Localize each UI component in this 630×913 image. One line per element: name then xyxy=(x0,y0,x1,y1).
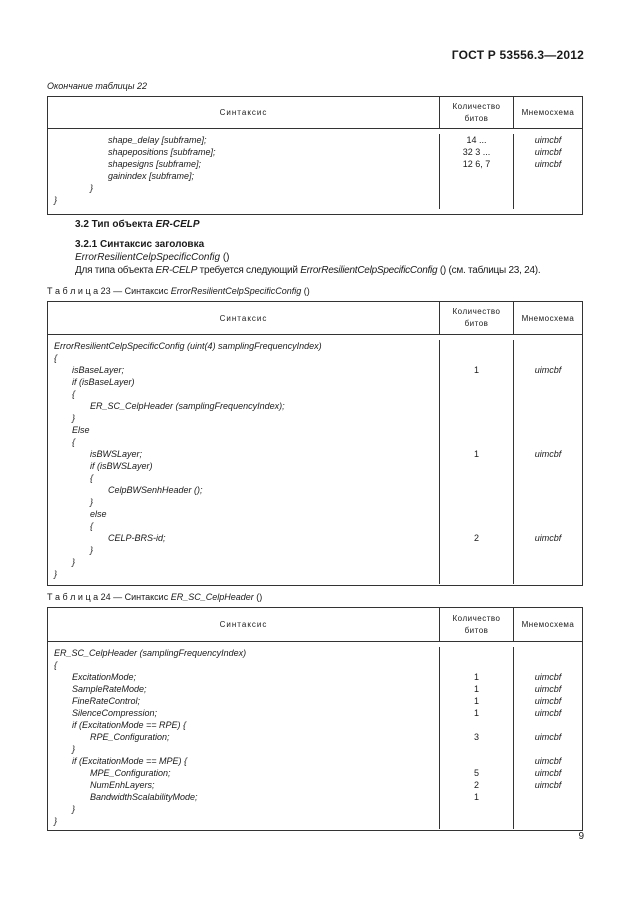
table23-header xyxy=(48,302,582,335)
table-cell-mnemonic: uimcbf xyxy=(534,684,562,694)
table-cell-bits xyxy=(440,508,513,520)
table-cell-bits: 1 xyxy=(473,449,479,459)
table24-caption xyxy=(47,592,262,602)
table-cell-mnemonic xyxy=(514,647,582,659)
table-23 xyxy=(47,301,583,586)
table-cell-bits xyxy=(440,194,513,206)
table-cell-bits xyxy=(440,815,513,827)
col-bits-line1: Количество xyxy=(452,307,501,316)
table-cell-bits: 3 xyxy=(473,732,479,742)
table-cell-bits xyxy=(440,352,513,364)
table-cell-mnemonic: uimcbf xyxy=(534,147,562,157)
table-cell-bits: 1 xyxy=(473,708,479,718)
table-cell-syntax: } xyxy=(72,744,76,754)
table-cell-syntax: Else xyxy=(72,425,90,435)
table24-mnemonic-col xyxy=(514,647,582,829)
table-cell-mnemonic: uimcbf xyxy=(534,768,562,778)
table-cell-mnemonic: uimcbf xyxy=(534,696,562,706)
table24-header xyxy=(48,608,582,642)
table-cell-syntax: if (isBaseLayer) xyxy=(72,377,135,387)
table-cell-bits xyxy=(440,647,513,659)
table-cell-mnemonic xyxy=(514,170,582,182)
table-cell-mnemonic xyxy=(514,508,582,520)
table-cell-bits: 1 xyxy=(473,672,479,682)
table-cell-syntax: { xyxy=(90,473,94,483)
table-cell-syntax: } xyxy=(72,557,76,567)
table22-header xyxy=(48,97,582,129)
table-cell-mnemonic: uimcbf xyxy=(534,732,562,742)
table-cell-syntax: gainindex [subframe]; xyxy=(108,171,195,181)
table-cell-mnemonic: uimcbf xyxy=(534,533,562,543)
table-cell-bits xyxy=(440,484,513,496)
standard-header: ГОСТ Р 53556.3—2012 xyxy=(451,48,584,62)
table-cell-mnemonic xyxy=(514,803,582,815)
table-cell-syntax: BandwidthScalabilityMode; xyxy=(90,792,198,802)
table24-caption-prefix: Т а б л и ц а 24 — Синтаксис xyxy=(47,592,171,602)
table-cell-mnemonic xyxy=(514,376,582,388)
table-cell-mnemonic: uimcbf xyxy=(534,756,562,766)
table-cell-syntax: } xyxy=(90,545,94,555)
table-cell-syntax: if (isBWSLayer) xyxy=(90,461,153,471)
table-cell-mnemonic xyxy=(514,791,582,803)
table-cell-syntax: } xyxy=(72,413,76,423)
table23-caption-suffix: () xyxy=(301,286,310,296)
section-paragraph xyxy=(75,265,540,276)
para-func: ErrorResilientCelpSpecificConfig xyxy=(300,265,438,276)
table-cell-bits xyxy=(440,376,513,388)
table22-caption: Окончание таблицы 22 xyxy=(47,81,147,91)
table22-body xyxy=(48,129,582,214)
table-cell-mnemonic xyxy=(514,568,582,580)
table-cell-mnemonic xyxy=(514,484,582,496)
col-bits-header xyxy=(440,302,514,334)
table-cell-mnemonic xyxy=(514,472,582,484)
col-bits-line2: битов xyxy=(464,319,489,328)
table-cell-syntax: { xyxy=(72,437,76,447)
table23-body xyxy=(48,335,582,585)
table-cell-mnemonic: uimcbf xyxy=(534,780,562,790)
table-cell-syntax: if (ExcitationMode == RPE) { xyxy=(72,720,187,730)
col-syntax-header: Синтаксис xyxy=(48,302,440,334)
table-cell-syntax: MPE_Configuration; xyxy=(90,768,171,778)
table-cell-mnemonic xyxy=(514,544,582,556)
col-bits-line1: Количество xyxy=(452,101,501,111)
table-cell-bits xyxy=(440,803,513,815)
table-cell-mnemonic xyxy=(514,400,582,412)
col-mnemonic-header: Мнемосхема xyxy=(521,108,575,117)
table-cell-syntax: ExcitationMode; xyxy=(72,672,137,682)
section-title-prefix: 3.2 Тип объекта xyxy=(75,219,156,230)
para-suffix: () (см. таблицы 23, 24). xyxy=(437,265,541,276)
table-cell-mnemonic xyxy=(514,496,582,508)
subsection-title: 3.2.1 Синтаксис заголовка xyxy=(75,239,205,250)
table-cell-syntax: isBWSLayer; xyxy=(90,449,143,459)
table-cell-bits xyxy=(440,436,513,448)
table-cell-syntax: } xyxy=(54,195,58,205)
table-cell-bits xyxy=(440,755,513,767)
table23-caption-func: ErrorResilientCelpSpecificConfig xyxy=(170,286,302,296)
table-cell-mnemonic xyxy=(514,424,582,436)
table-cell-bits xyxy=(440,659,513,671)
table-cell-syntax: shape_delay [subframe]; xyxy=(108,135,207,145)
col-mnemonic-header: Мнемосхема xyxy=(521,620,575,629)
table23-bits-col xyxy=(440,340,514,584)
table22-syntax-col xyxy=(48,134,440,209)
config-suffix: () xyxy=(220,252,230,263)
table22-bits-col xyxy=(440,134,514,209)
table-cell-bits xyxy=(440,182,513,194)
table-cell-bits: 1 xyxy=(473,684,479,694)
table-cell-mnemonic xyxy=(514,340,582,352)
table-cell-syntax: FineRateControl; xyxy=(72,696,141,706)
table-cell-syntax: ER_SC_CelpHeader (samplingFrequencyIndex); xyxy=(90,401,285,411)
table24-syntax-col xyxy=(48,647,440,829)
col-bits-line2: битов xyxy=(464,625,489,635)
table-cell-mnemonic xyxy=(514,743,582,755)
table-cell-syntax: SilenceCompression; xyxy=(72,708,158,718)
table-cell-mnemonic: uimcbf xyxy=(534,365,562,375)
table-cell-mnemonic xyxy=(514,352,582,364)
table23-mnemonic-col xyxy=(514,340,582,584)
col-syntax-header: Синтаксис xyxy=(48,608,440,641)
table-cell-syntax: CELP-BRS-id; xyxy=(108,533,166,543)
table-cell-bits: 12 6, 7 xyxy=(462,159,491,169)
table-cell-bits xyxy=(440,340,513,352)
table-cell-syntax: } xyxy=(54,816,58,826)
table-cell-bits: 1 xyxy=(473,365,479,375)
table-cell-mnemonic: uimcbf xyxy=(534,708,562,718)
table-cell-bits xyxy=(440,544,513,556)
col-syntax-header: Синтаксис xyxy=(48,97,440,128)
table-cell-syntax: ER_SC_CelpHeader (samplingFrequencyIndex) xyxy=(54,648,247,658)
table-cell-mnemonic xyxy=(514,182,582,194)
table-cell-mnemonic xyxy=(514,520,582,532)
table-cell-bits xyxy=(440,424,513,436)
table-cell-bits: 14 ... xyxy=(466,135,487,145)
table-cell-mnemonic: uimcbf xyxy=(534,135,562,145)
table-cell-bits xyxy=(440,520,513,532)
table-cell-bits: 2 xyxy=(473,780,479,790)
section-title xyxy=(75,219,200,230)
table-cell-syntax: } xyxy=(72,804,76,814)
section-title-name: ER-CELP xyxy=(155,219,200,230)
table23-caption xyxy=(47,286,310,296)
table-cell-syntax: RPE_Configuration; xyxy=(90,732,170,742)
table-cell-syntax: isBaseLayer; xyxy=(72,365,125,375)
table-cell-syntax: SampleRateMode; xyxy=(72,684,147,694)
table-cell-syntax: } xyxy=(54,569,58,579)
config-func: ErrorResilientCelpSpecificConfig xyxy=(75,252,221,263)
table-cell-bits xyxy=(440,170,513,182)
table24-body xyxy=(48,642,582,830)
table-cell-bits: 32 3 ... xyxy=(462,147,491,157)
table-cell-syntax: { xyxy=(54,353,58,363)
table-cell-mnemonic xyxy=(514,436,582,448)
table-cell-bits xyxy=(440,568,513,580)
table-cell-mnemonic: uimcbf xyxy=(534,449,562,459)
table-cell-bits xyxy=(440,556,513,568)
table-cell-syntax: if (ExcitationMode == MPE) { xyxy=(72,756,188,766)
table-cell-mnemonic: uimcbf xyxy=(534,672,562,682)
table-cell-mnemonic xyxy=(514,388,582,400)
para-prefix: Для типа объекта xyxy=(75,265,156,276)
table24-caption-suffix: () xyxy=(253,592,263,602)
table-cell-syntax: { xyxy=(72,389,76,399)
col-bits-line2: битов xyxy=(464,113,489,123)
table-cell-mnemonic xyxy=(514,412,582,424)
table24-bits-col xyxy=(440,647,514,829)
table-cell-syntax: ErrorResilientCelpSpecificConfig (uint(4) samplingFrequencyIndex) xyxy=(54,341,322,351)
table-cell-syntax: shapesigns [subframe]; xyxy=(108,159,202,169)
table-cell-syntax: shapepositions [subframe]; xyxy=(108,147,216,157)
col-mnemonic-header: Мнемосхема xyxy=(521,313,575,323)
para-mid: требуется следующий xyxy=(197,265,301,276)
table-cell-syntax: } xyxy=(90,183,94,193)
col-bits-header xyxy=(440,608,514,641)
table-cell-bits xyxy=(440,743,513,755)
table-cell-bits: 2 xyxy=(473,533,479,543)
table-cell-mnemonic xyxy=(514,194,582,206)
table-22 xyxy=(47,96,583,215)
table-cell-syntax: } xyxy=(90,497,94,507)
table-cell-syntax: CelpBWSenhHeader (); xyxy=(108,485,203,495)
table-cell-mnemonic xyxy=(514,460,582,472)
table23-caption-prefix: Т а б л и ц а 23 — Синтаксис xyxy=(47,286,171,296)
table23-syntax-col xyxy=(48,340,440,584)
table-cell-bits xyxy=(440,719,513,731)
col-bits-line1: Количество xyxy=(452,613,501,623)
table-cell-bits: 1 xyxy=(473,696,479,706)
table-cell-bits xyxy=(440,496,513,508)
table-cell-bits xyxy=(440,472,513,484)
table-cell-syntax: { xyxy=(90,521,94,531)
table-cell-mnemonic xyxy=(514,719,582,731)
table-cell-bits xyxy=(440,388,513,400)
config-line xyxy=(75,252,230,263)
page-number: 9 xyxy=(578,831,584,842)
table-cell-syntax: { xyxy=(54,660,58,670)
table-cell-mnemonic xyxy=(514,659,582,671)
table-cell-bits: 5 xyxy=(473,768,479,778)
table-cell-mnemonic xyxy=(514,556,582,568)
table22-mnemonic-col xyxy=(514,134,582,209)
table-cell-mnemonic: uimcbf xyxy=(534,159,562,169)
para-obj: ER-CELP xyxy=(155,265,198,276)
table-24 xyxy=(47,607,583,831)
table-cell-bits xyxy=(440,400,513,412)
table-cell-syntax: NumEnhLayers; xyxy=(90,780,155,790)
table24-caption-func: ER_SC_CelpHeader xyxy=(170,592,254,602)
table-cell-syntax: else xyxy=(90,509,107,519)
table-cell-bits xyxy=(440,412,513,424)
col-bits-header xyxy=(440,97,514,128)
table-cell-bits xyxy=(440,460,513,472)
table-cell-bits: 1 xyxy=(473,792,479,802)
table-cell-mnemonic xyxy=(514,815,582,827)
